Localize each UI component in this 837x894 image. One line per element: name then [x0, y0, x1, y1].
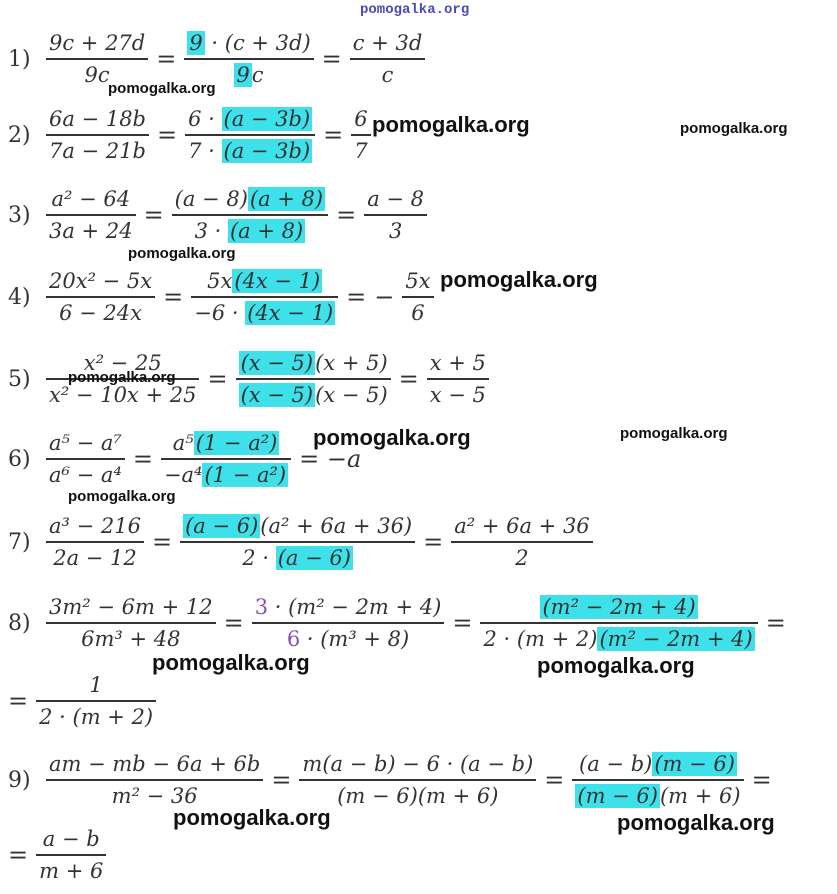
watermark: pomogalka.org — [537, 653, 695, 678]
cancel-highlight: (4x − 1) — [234, 269, 321, 294]
watermark: pomogalka.org — [313, 425, 471, 450]
problem-9-continued: = $\frac{a - b}{m + 6}$ — [8, 820, 110, 890]
cancel-highlight: (a − 3b) — [223, 138, 311, 163]
cancel-highlight: 9 — [189, 31, 203, 56]
cancel-highlight: (m² − 2m + 4) — [599, 626, 753, 651]
fraction-factored: $\frac{9 \cdot (c + 3d)}{9c}$ — [184, 28, 313, 90]
watermark: pomogalka.org — [440, 267, 598, 292]
cancel-highlight: 9 — [236, 62, 250, 87]
problem-6: 6) $\frac{\text{a⁵ − a⁷}}{\text{a⁶ − a⁴}}$ = $\frac{\text{a⁵(1 − a²)}}{\text{−a⁴(1 − a²)}}$ = −a — [8, 431, 362, 487]
fraction-original: $\frac{9c + 27d}{9c}$ — [46, 28, 148, 90]
problem-2: 2) $\frac{6a - 18b}{7a - 21b}$ = $\frac{6 \cdot (a - 3b)}{7 \cdot (a - 3b)}$ = $\frac{6}{7}$ — [8, 100, 375, 170]
problem-7: 7) $\frac{\text{a³ − 216}}{2a - 12}$ = $\frac{\text{(a − 6)(a² + 6a + 36)}}{2 \cdot (a - 6)}$ = $\frac{\text{a² + 6a + 36}}{2}$ — [8, 507, 597, 577]
problem-1: 1) $\frac{9c + 27d}{9c}$ = $\frac{9 \cdot (c + 3d)}{9c}$ = $\frac{c + 3d}{c}$ — [8, 24, 429, 94]
cancel-highlight: (m² − 2m + 4) — [542, 595, 696, 620]
problem-8-continued: = $\frac{1}{2 \cdot (m + 2)}$ — [8, 666, 160, 736]
cancel-highlight: (a − 6) — [185, 514, 259, 539]
watermark: pomogalka.org — [108, 80, 216, 97]
watermark: pomogalka.org — [620, 425, 728, 442]
cancel-highlight: (a + 8) — [229, 218, 304, 243]
watermark: pomogalka.org — [68, 488, 176, 505]
fraction-result: $\frac{c + 3d}{c}$ — [350, 28, 426, 90]
problem-5: 5) $\frac{\text{x² − 25}}{\text{x² − 10x + 25}}$ = $\frac{(x - 5)(x + 5)}{(x - 5)(x - 5)}$ = $\frac{x + 5}{x - 5}$ — [8, 344, 493, 414]
watermark: pomogalka.org — [152, 650, 310, 675]
cancel-highlight: (a + 8) — [249, 187, 324, 212]
cancel-highlight: (m − 6) — [577, 783, 658, 808]
cancel-highlight: (x − 5) — [240, 382, 314, 407]
problem-4: 4) $\frac{\text{20x² − 5x}}{6 - 24x}$ = $\frac{5x(4x - 1)}{-6 \cdot (4x - 1)}$ = − $\frac{5x}{6}$ — [8, 262, 438, 332]
watermark: pomogalka.org — [680, 120, 788, 137]
watermark: pomogalka.org — [173, 805, 331, 830]
watermark: pomogalka.org — [128, 245, 236, 262]
watermark: pomogalka.org — [372, 112, 530, 137]
problem-9: 9) $\frac{am - mb - 6a + 6b}{\text{m² − 36}}$ = $\frac{m(a - b) - 6 \cdot (a - b)}{(m - 6)(m + 6)}$ = $\frac{(a - b)(m - 6)}{(m - 6)(m + 6)}$ = — [8, 752, 772, 808]
watermark-top: pomogalka.org — [360, 2, 470, 18]
problem-8: 8) $\frac{\text{3m² − 6m + 12}}{\text{6m³ + 48}}$ = $\frac{\text{3 · (m² − 2m + 4)}}{\text{6 · (m³ + 8)}}$ = $\frac{\text{(m² − 2m + 4)}}{\text{2 · (m + 2)(m² − 2m + 4)}}$ = — [8, 595, 786, 651]
cancel-highlight: (m − 6) — [654, 752, 735, 777]
watermark: pomogalka.org — [68, 369, 176, 386]
watermark: pomogalka.org — [617, 810, 775, 835]
problem-number: 1) — [8, 46, 31, 72]
cancel-highlight: (4x − 1) — [247, 300, 334, 325]
cancel-highlight: (a − 6) — [277, 545, 351, 570]
problem-3: 3) $\frac{\text{a² − 64}}{3a + 24}$ = $\frac{(a - 8)(a + 8)}{3 \cdot (a + 8)}$ = $\frac{a - 8}{3}$ — [8, 180, 431, 250]
cancel-highlight: (1 − a²) — [204, 462, 287, 487]
cancel-highlight: (a − 3b) — [223, 107, 311, 132]
cancel-highlight: (1 − a²) — [195, 431, 278, 456]
cancel-highlight: (x − 5) — [240, 351, 314, 376]
